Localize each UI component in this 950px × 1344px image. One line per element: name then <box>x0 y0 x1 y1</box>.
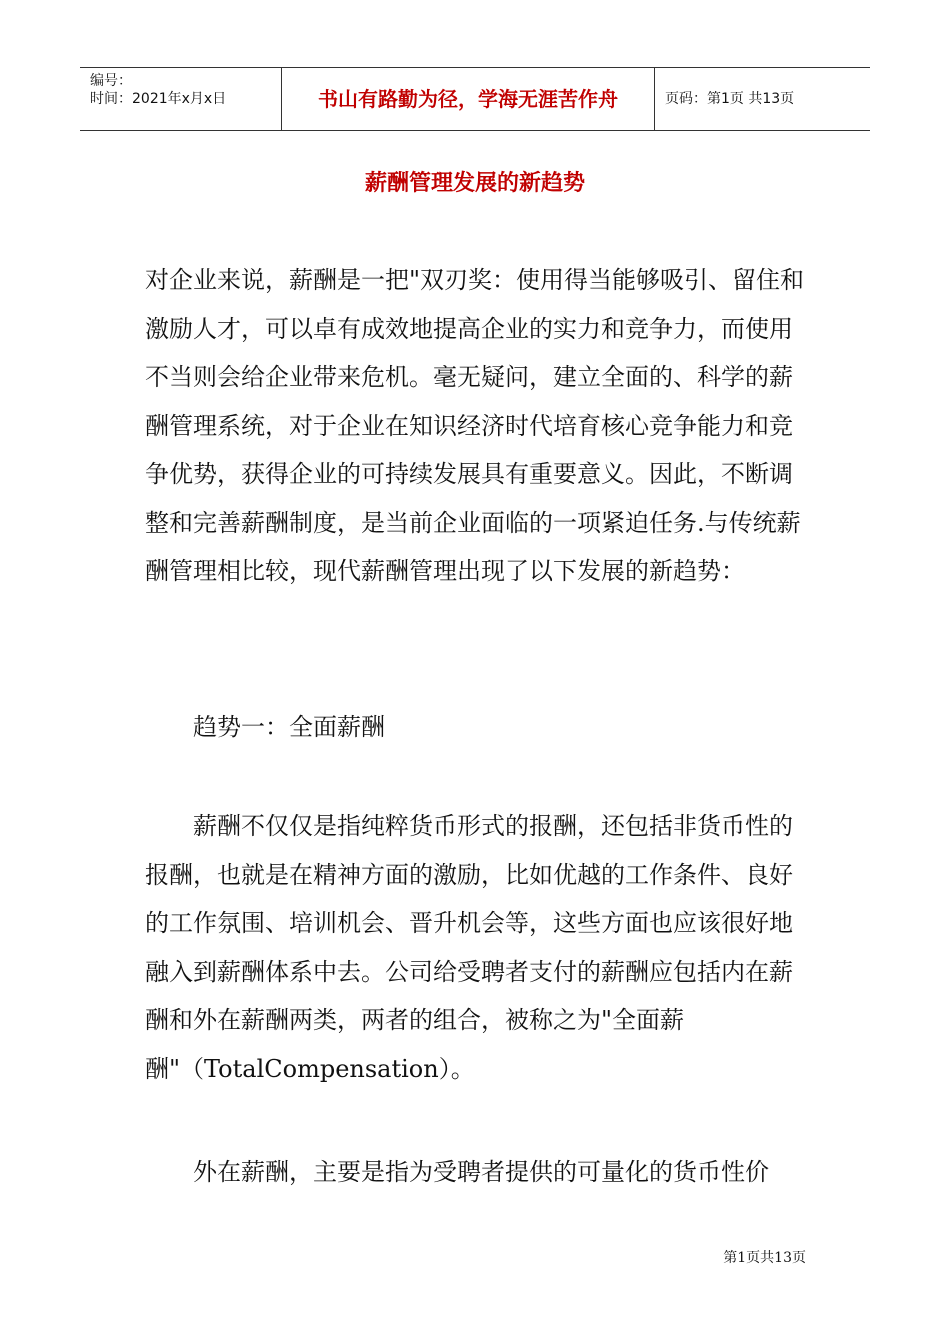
header-meta-cell <box>80 68 282 130</box>
section-heading: 趋势一：全面薪酬 <box>193 713 385 741</box>
header-table <box>80 67 870 131</box>
number-label: 编号： <box>90 73 132 89</box>
paragraph-total-compensation: 薪酬不仅仅是指纯粹货币形式的报酬，还包括非货币性的报酬，也就是在精神方面的激励，比如优越的工作条件、良好的工作氛围、培训机会、晋升机会等，这些方面也应该很好地融入到薪酬体系中去。公司给受聘者支付的薪酬应包括内在薪酬和外在薪酬两类，两者的组合，被称之为"全面薪酬"（TotalCompensation）。 <box>145 812 793 1083</box>
header-motto: 书山有路勤为径，学海无涯苦作舟 <box>282 68 655 130</box>
time-label: 时间：2021年x月x日 <box>90 91 227 107</box>
header-page-info: 页码：第1页 共13页 <box>665 91 795 107</box>
paragraph-intro: 对企业来说，薪酬是一把"双刃奖：使用得当能够吸引、留住和激励人才，可以卓有成效地提高企业的实力和竞争力，而使用不当则会给企业带来危机。毫无疑问，建立全面的、科学的薪酬管理系统，对于企业在知识经济时代培育核心竞争能力和竞争优势，获得企业的可持续发展具有重要意义。因此，不断调整和完善薪酬制度，是当前企业面临的一项紧迫任务.与传统薪酬管理相比较，现代薪酬管理出现了以下发展的新趋势： <box>145 266 805 585</box>
document-title: 薪酬管理发展的新趋势 <box>364 171 585 196</box>
page-footer: 第1页共13页 <box>723 1250 806 1266</box>
paragraph-external-pay: 外在薪酬，主要是指为受聘者提供的可量化的货币性价 <box>193 1158 769 1186</box>
